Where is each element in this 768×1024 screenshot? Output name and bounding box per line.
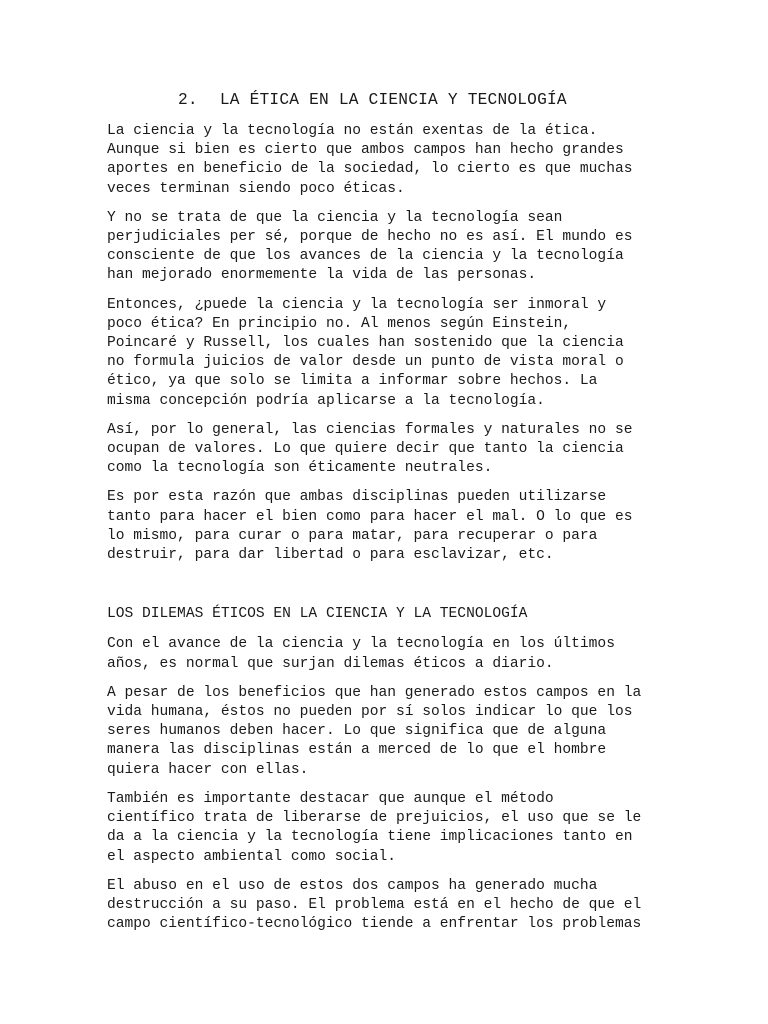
title-number: 2. <box>178 91 198 109</box>
title-text: LA ÉTICA EN LA CIENCIA Y TECNOLOGÍA <box>219 91 567 109</box>
paragraph: Es por esta razón que ambas disciplinas pueden utilizarse tanto para hacer el bien como para hacer el mal. O lo que es lo mismo, para curar o para matar, para recuperar o para destruir, para dar libertad o para esclavizar, etc. <box>107 489 633 564</box>
paragraph: La ciencia y la tecnología no están exentas de la ética. Aunque si bien es cierto que ambos campos han hecho grandes aportes en beneficio de la sociedad, lo cierto es que muchas veces terminan siendo poco éticas. <box>107 123 633 197</box>
paragraph: Entonces, ¿puede la ciencia y la tecnología ser inmoral y poco ética? En principio no. Al menos según Einstein, Poincaré y Russell, los cuales han sostenido que la ciencia no formula juicios de valor desde un punto de vista moral o ético, ya que solo se limita a informar sobre hechos. La misma concepción podría aplicarse a la tecnología. <box>107 296 624 409</box>
section-heading: LOS DILEMAS ÉTICOS EN LA CIENCIA Y LA TECNOLOGÍA <box>107 606 528 623</box>
paragraph: Y no se trata de que la ciencia y la tecnología sean perjudiciales per sé, porque de hecho no es así. El mundo es consciente de que los avances de la ciencia y la tecnología han mejorado enormemente la vida de las personas. <box>107 209 633 284</box>
paragraph: A pesar de los beneficios que han generado estos campos en la vida humana, éstos no pueden por sí solos indicar lo que los seres humanos deben hacer. Lo que significa que de alguna manera las disciplinas están a merced de lo que el hombre quiera hacer con ellas. <box>107 684 642 778</box>
paragraph: El abuso en el uso de estos dos campos ha generado mucha destrucción a su paso. El problema está en el hecho de que el campo científico-tecnológico tiende a enfrentar los problemas <box>107 877 642 933</box>
paragraph: Con el avance de la ciencia y la tecnología en los últimos años, es normal que surjan dilemas éticos a diario. <box>107 636 615 672</box>
document-body <box>107 88 667 944</box>
paragraph: También es importante destacar que aunque el método científico trata de liberarse de prejuicios, el uso que se le da a la ciencia y la tecnología tiene implicaciones tanto en el aspecto ambiental como social. <box>107 790 642 865</box>
page-title <box>107 88 667 112</box>
paragraph: Así, por lo general, las ciencias formales y naturales no se ocupan de valores. Lo que quiere decir que tanto la ciencia como la tecnología son éticamente neutrales. <box>107 421 633 477</box>
